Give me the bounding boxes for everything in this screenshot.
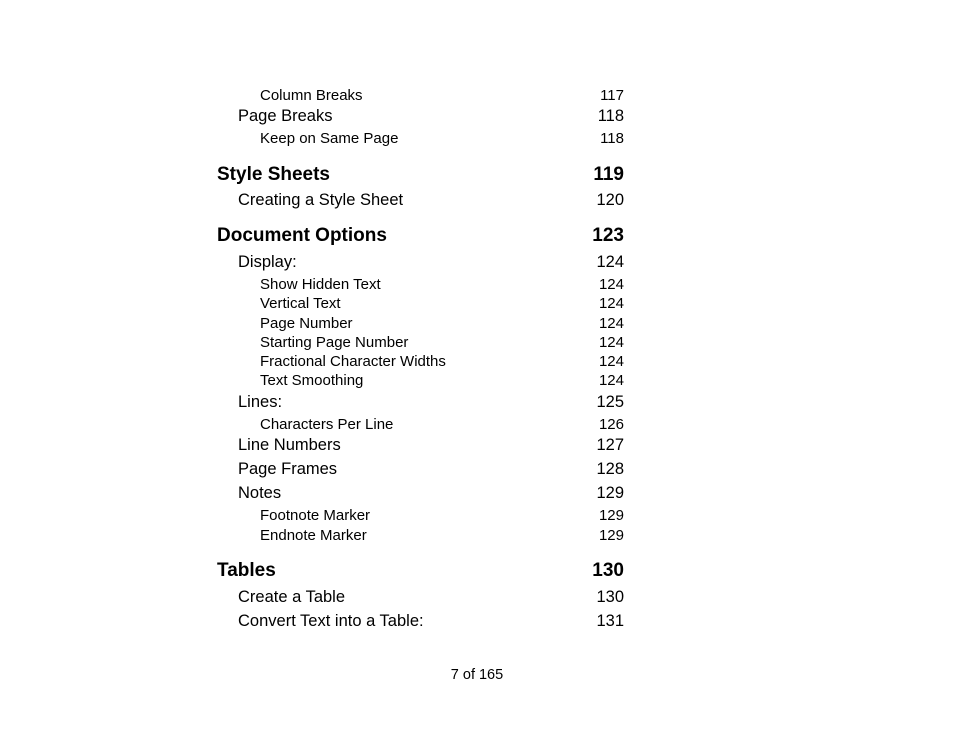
toc-entry-page: 120 xyxy=(596,191,624,209)
toc-entry-title: Line Numbers xyxy=(238,436,341,454)
toc-entry xyxy=(260,276,624,293)
toc-entry-page: 119 xyxy=(593,164,624,185)
toc-section-heading xyxy=(217,225,624,247)
toc-entry-title: Creating a Style Sheet xyxy=(238,191,404,209)
toc-section-heading xyxy=(217,164,624,186)
toc-entry-page: 124 xyxy=(598,276,624,293)
toc-entry xyxy=(260,372,624,389)
toc-entry-title: Fractional Character Widths xyxy=(260,353,446,370)
toc-entry-page: 124 xyxy=(598,295,624,312)
toc-entry-title: Endnote Marker xyxy=(260,527,367,544)
toc-entry-page: 124 xyxy=(598,315,624,332)
page-indicator: 7 of 165 xyxy=(450,667,504,683)
toc-entry-title: Footnote Marker xyxy=(260,507,371,524)
toc-entry xyxy=(260,353,624,370)
toc-entry xyxy=(238,460,624,479)
toc-entry-page: 118 xyxy=(600,130,624,147)
toc-entry-page: 130 xyxy=(596,588,624,606)
toc-entry xyxy=(238,191,624,210)
toc-entry xyxy=(238,588,624,607)
toc-entry-title: Characters Per Line xyxy=(260,416,394,433)
toc-entry xyxy=(238,484,624,503)
toc-entry xyxy=(260,87,624,104)
toc-entry xyxy=(260,527,624,544)
toc-entry-page: 128 xyxy=(596,460,624,478)
toc-entry-page: 129 xyxy=(598,507,624,524)
toc-entry-page: 117 xyxy=(600,87,624,104)
toc-entry xyxy=(260,295,624,312)
toc-entry-title: Show Hidden Text xyxy=(260,276,381,293)
toc-entry xyxy=(238,107,624,126)
toc-entry xyxy=(238,393,624,412)
toc-entry-page: 125 xyxy=(596,393,624,411)
toc-entry-page: 126 xyxy=(598,416,624,433)
toc-entry-title: Column Breaks xyxy=(260,87,363,104)
toc-entry-page: 127 xyxy=(596,436,624,454)
toc-entry-title: Page Frames xyxy=(238,460,338,478)
toc-entry-page: 131 xyxy=(596,612,624,630)
toc-entry xyxy=(260,507,624,524)
toc-entry xyxy=(260,315,624,332)
toc-entry-title: Convert Text into a Table: xyxy=(238,612,424,630)
toc-entry-title: Style Sheets xyxy=(217,164,330,185)
toc-entry-title: Tables xyxy=(217,560,276,581)
toc-entry xyxy=(238,436,624,455)
toc-entry-title: Starting Page Number xyxy=(260,334,409,351)
toc-entry-title: Lines: xyxy=(238,393,283,411)
toc-entry-title: Page Breaks xyxy=(238,107,333,125)
toc-entry-title: Notes xyxy=(238,484,282,502)
toc-entry-title: Document Options xyxy=(217,225,387,246)
toc-entry-title: Text Smoothing xyxy=(260,372,364,389)
toc-entry-page: 124 xyxy=(598,334,624,351)
toc-entry xyxy=(260,416,624,433)
toc-entry-page: 124 xyxy=(596,253,624,271)
toc-entry xyxy=(260,334,624,351)
toc-entry-title: Create a Table xyxy=(238,588,346,606)
toc-entry-page: 124 xyxy=(598,353,624,370)
toc-entry-page: 129 xyxy=(596,484,624,502)
toc-entry xyxy=(238,612,624,631)
toc-entry-title: Page Number xyxy=(260,315,353,332)
toc-entry-page: 123 xyxy=(592,225,624,246)
toc-entry xyxy=(238,253,624,272)
toc-entry-title: Keep on Same Page xyxy=(260,130,399,147)
toc-entry-page: 124 xyxy=(598,372,624,389)
toc-entry xyxy=(260,130,624,147)
toc-entry-page: 129 xyxy=(598,527,624,544)
toc-entry-page: 130 xyxy=(592,560,624,581)
toc-entry-page: 118 xyxy=(597,107,624,125)
toc-entry-title: Vertical Text xyxy=(260,295,341,312)
toc-entry-title: Display: xyxy=(238,253,297,271)
toc-section-heading xyxy=(217,560,624,582)
